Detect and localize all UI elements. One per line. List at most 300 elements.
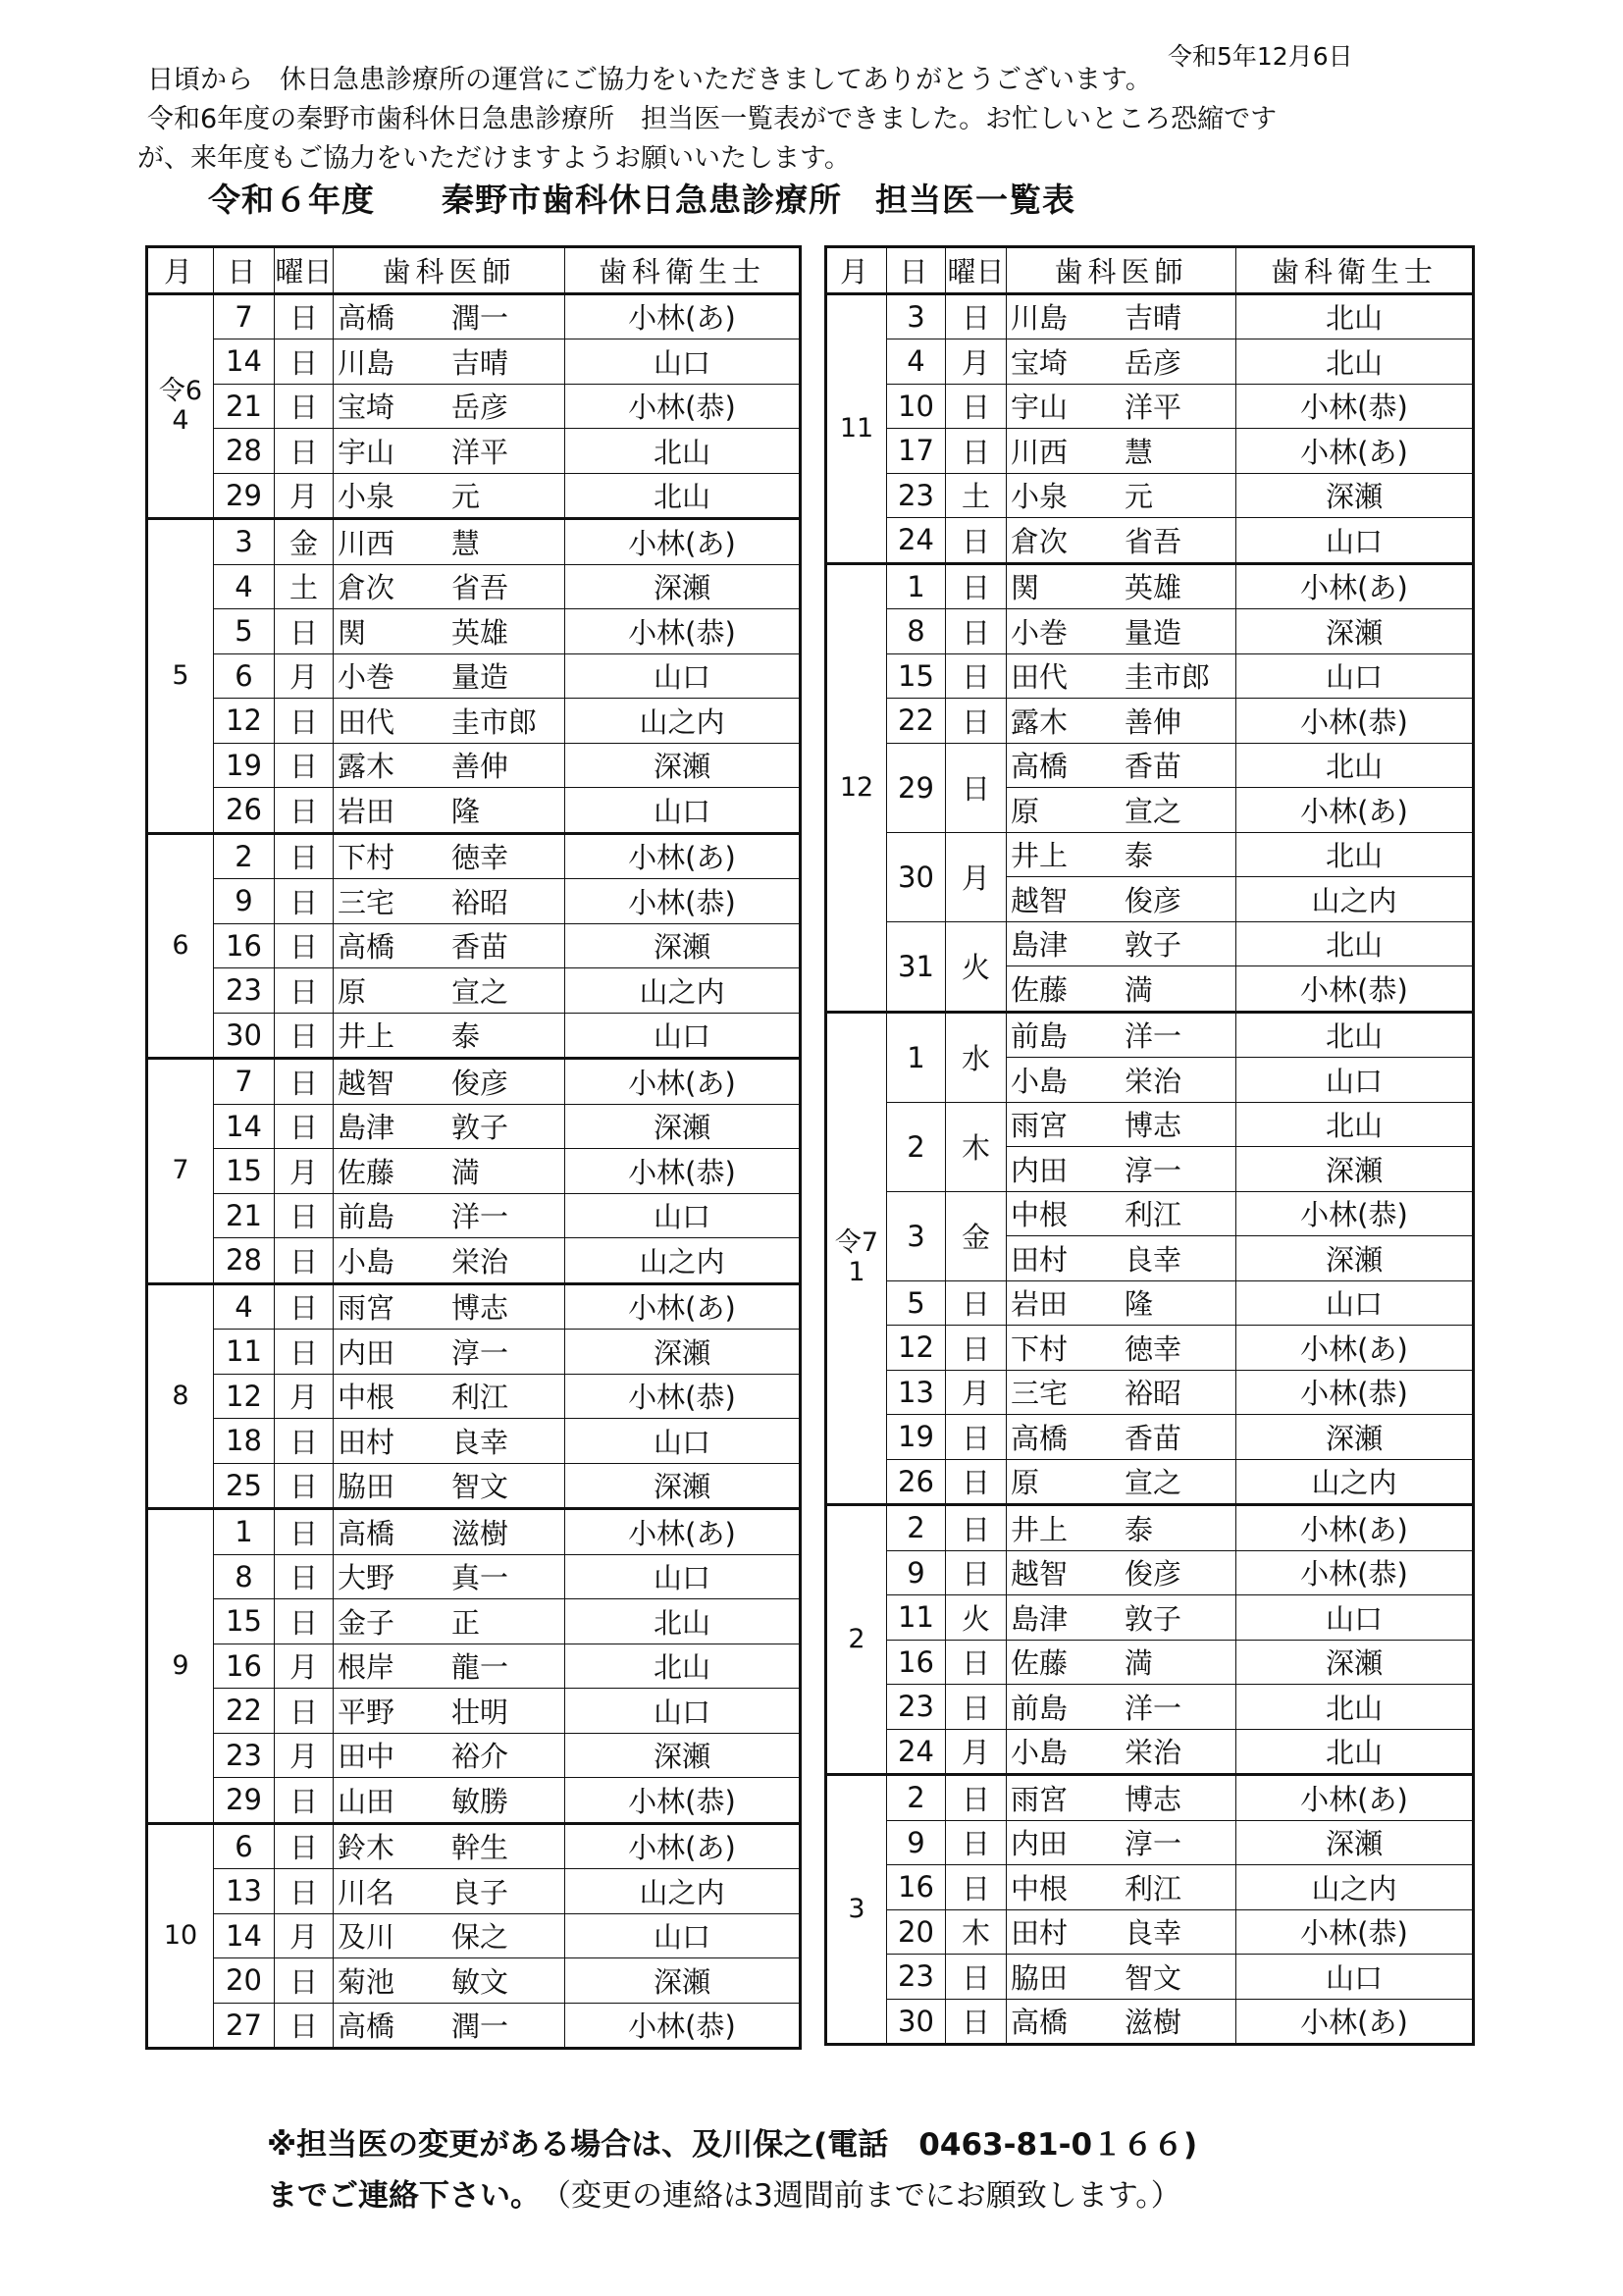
footer-line-2-main: までご連絡下さい。	[267, 2178, 526, 2214]
hygienist-cell: 深瀬	[1236, 609, 1474, 654]
table-row	[147, 699, 801, 744]
month-cell: 8	[147, 1283, 214, 1509]
dentist-cell: 大野 真一	[334, 1554, 565, 1599]
hygienist-cell: 深瀬	[1236, 1820, 1474, 1865]
weekday-cell: 日	[275, 833, 334, 879]
hygienist-cell: 北山	[1236, 1012, 1474, 1058]
hygienist-cell: 深瀬	[1236, 473, 1474, 518]
day-cell: 2	[887, 1102, 946, 1191]
schedule-table-left	[145, 245, 802, 2050]
hygienist-cell: 山口	[565, 1554, 801, 1599]
hygienist-cell: 小林(恭)	[565, 879, 801, 924]
weekday-cell: 日	[946, 1326, 1007, 1371]
dentist-cell: 島津 敦子	[1007, 1595, 1236, 1641]
dentist-cell: 越智 俊彦	[334, 1059, 565, 1105]
dentist-cell: 原 宣之	[1007, 1459, 1236, 1505]
table-row	[147, 1778, 801, 1824]
table-row	[826, 699, 1474, 744]
day-cell: 12	[214, 1374, 275, 1419]
dentist-cell: 内田 淳一	[1007, 1147, 1236, 1192]
dentist-cell: 関 英雄	[334, 609, 565, 654]
table-row	[147, 1374, 801, 1419]
hygienist-cell: 小林(恭)	[565, 1149, 801, 1194]
intro-text	[137, 61, 1278, 179]
dentist-cell: 田代 圭市郎	[334, 699, 565, 744]
dentist-cell: 田村 良幸	[1007, 1236, 1236, 1281]
day-cell: 3	[214, 519, 275, 565]
hygienist-cell: 小林(あ)	[1236, 1999, 1474, 2045]
dentist-cell: 越智 俊彦	[1007, 1550, 1236, 1595]
day-cell: 28	[214, 1238, 275, 1284]
header-hygienist: 歯科衛生士	[565, 247, 801, 294]
table-row	[826, 1775, 1474, 1821]
table-row	[826, 1505, 1474, 1551]
day-cell: 30	[214, 1013, 275, 1059]
table-row	[826, 1459, 1474, 1505]
hygienist-cell: 深瀬	[565, 564, 801, 609]
dentist-cell: 倉次 省吾	[1007, 518, 1236, 564]
table-row	[826, 1640, 1474, 1685]
weekday-cell: 日	[946, 518, 1007, 564]
header-month: 月	[147, 247, 214, 294]
hygienist-cell: 小林(恭)	[565, 2003, 801, 2049]
weekday-cell: 日	[946, 293, 1007, 339]
day-cell: 13	[887, 1370, 946, 1415]
hygienist-cell: 山之内	[565, 1869, 801, 1914]
hygienist-cell: 山口	[565, 1013, 801, 1059]
weekday-cell: 日	[946, 429, 1007, 474]
hygienist-cell: 小林(恭)	[1236, 966, 1474, 1013]
day-cell: 9	[887, 1820, 946, 1865]
month-cell: 令6 4	[147, 293, 214, 519]
day-cell: 21	[214, 1193, 275, 1238]
dentist-cell: 露木 善伸	[334, 743, 565, 788]
hygienist-cell: 深瀬	[565, 1958, 801, 2004]
day-cell: 25	[214, 1463, 275, 1509]
table-row	[826, 1370, 1474, 1415]
weekday-cell: 日	[275, 1193, 334, 1238]
dentist-cell: 田村 良幸	[1007, 1909, 1236, 1955]
hygienist-cell: 北山	[1236, 921, 1474, 966]
table-row	[826, 609, 1474, 654]
table-row	[147, 1419, 801, 1464]
dentist-cell: 小巻 量造	[334, 653, 565, 699]
dentist-cell: 三宅 裕昭	[1007, 1370, 1236, 1415]
hygienist-cell: 深瀬	[565, 1330, 801, 1375]
weekday-cell: 金	[946, 1191, 1007, 1280]
month-cell: 3	[826, 1775, 887, 2045]
day-cell: 16	[214, 1644, 275, 1689]
month-cell: 7	[147, 1059, 214, 1284]
dentist-cell: 田代 圭市郎	[1007, 653, 1236, 699]
hygienist-cell: 北山	[565, 473, 801, 519]
intro-line-1: 日頃から 休日急患診療所の運営にご協力をいただきましてありがとうございます。	[147, 65, 1152, 95]
weekday-cell: 月	[946, 1729, 1007, 1775]
hygienist-cell: 山口	[1236, 653, 1474, 699]
hygienist-cell: 小林(あ)	[565, 293, 801, 339]
day-cell: 9	[214, 879, 275, 924]
weekday-cell: 日	[946, 653, 1007, 699]
footer-line-1: ※担当医の変更がある場合は、及川保之(電話 0463-81-0１６６)	[267, 2127, 1198, 2163]
dentist-cell: 高橋 香苗	[334, 923, 565, 968]
hygienist-cell: 山口	[565, 1689, 801, 1734]
hygienist-cell: 小林(あ)	[565, 1509, 801, 1555]
day-cell: 22	[887, 699, 946, 744]
weekday-cell: 月	[946, 832, 1007, 921]
day-cell: 2	[214, 833, 275, 879]
weekday-cell: 火	[946, 1595, 1007, 1641]
table-row	[147, 1689, 801, 1734]
weekday-cell: 日	[275, 1869, 334, 1914]
table-row	[147, 1599, 801, 1644]
dentist-cell: 金子 正	[334, 1599, 565, 1644]
table-row	[147, 1869, 801, 1914]
header-dentist: 歯科医師	[334, 247, 565, 294]
table-row	[826, 1595, 1474, 1641]
dentist-cell: 佐藤 満	[1007, 966, 1236, 1013]
weekday-cell: 日	[275, 1554, 334, 1599]
table-row	[147, 564, 801, 609]
hygienist-cell: 深瀬	[565, 1104, 801, 1149]
weekday-cell: 水	[946, 1012, 1007, 1102]
table-row	[147, 384, 801, 429]
day-cell: 19	[214, 743, 275, 788]
hygienist-cell: 小林(あ)	[1236, 788, 1474, 833]
dentist-cell: 島津 敦子	[1007, 921, 1236, 966]
hygienist-cell: 小林(あ)	[1236, 563, 1474, 609]
dentist-cell: 原 宣之	[334, 968, 565, 1014]
hygienist-cell: 小林(あ)	[565, 1823, 801, 1869]
day-cell: 15	[887, 653, 946, 699]
day-cell: 22	[214, 1689, 275, 1734]
hygienist-cell: 小林(恭)	[1236, 1370, 1474, 1415]
hygienist-cell: 北山	[1236, 832, 1474, 877]
page-title: 令和６年度 秦野市歯科休日急患診療所 担当医一覧表	[208, 181, 1075, 219]
weekday-cell: 日	[946, 1999, 1007, 2045]
hygienist-cell: 小林(恭)	[1236, 384, 1474, 429]
table-row	[826, 1415, 1474, 1460]
hygienist-cell: 小林(あ)	[565, 833, 801, 879]
weekday-cell: 日	[275, 1330, 334, 1375]
dentist-cell: 田村 良幸	[334, 1419, 565, 1464]
day-cell: 15	[214, 1599, 275, 1644]
hygienist-cell: 山口	[1236, 1595, 1474, 1641]
day-cell: 4	[214, 564, 275, 609]
dentist-cell: 高橋 滋樹	[1007, 1999, 1236, 2045]
table-row	[147, 609, 801, 654]
dentist-cell: 山田 敏勝	[334, 1778, 565, 1824]
schedule-table-right	[824, 245, 1475, 2046]
weekday-cell: 日	[946, 609, 1007, 654]
hygienist-cell: 北山	[1236, 1729, 1474, 1775]
table-row	[147, 833, 801, 879]
hygienist-cell: 小林(あ)	[565, 1059, 801, 1105]
table-row	[147, 1238, 801, 1284]
weekday-cell: 日	[275, 609, 334, 654]
table-row	[826, 653, 1474, 699]
day-cell: 12	[887, 1326, 946, 1371]
weekday-cell: 日	[275, 923, 334, 968]
issue-date: 令和5年12月6日	[1168, 42, 1353, 71]
dentist-cell: 高橋 潤一	[334, 2003, 565, 2049]
day-cell: 10	[887, 384, 946, 429]
day-cell: 4	[887, 339, 946, 385]
day-cell: 1	[214, 1509, 275, 1555]
day-cell: 27	[214, 2003, 275, 2049]
day-cell: 15	[214, 1149, 275, 1194]
day-cell: 14	[214, 1913, 275, 1958]
weekday-cell: 月	[275, 1644, 334, 1689]
table-row	[147, 1104, 801, 1149]
hygienist-cell: 小林(恭)	[1236, 699, 1474, 744]
dentist-cell: 井上 泰	[1007, 1505, 1236, 1551]
weekday-cell: 月	[946, 339, 1007, 385]
day-cell: 4	[214, 1283, 275, 1330]
hygienist-cell: 深瀬	[565, 1463, 801, 1509]
day-cell: 20	[214, 1958, 275, 2004]
day-cell: 1	[887, 563, 946, 609]
table-row	[826, 1865, 1474, 1910]
dentist-cell: 岩田 隆	[1007, 1280, 1236, 1326]
table-row	[826, 1191, 1474, 1236]
table-row	[147, 1013, 801, 1059]
dentist-cell: 宇山 洋平	[334, 429, 565, 474]
weekday-cell: 日	[275, 1778, 334, 1824]
day-cell: 18	[214, 1419, 275, 1464]
dentist-cell: 平野 壮明	[334, 1689, 565, 1734]
table-row	[826, 1326, 1474, 1371]
table-row	[147, 743, 801, 788]
day-cell: 12	[214, 699, 275, 744]
weekday-cell: 日	[946, 1459, 1007, 1505]
table-row	[147, 429, 801, 474]
day-cell: 16	[214, 923, 275, 968]
table-row	[147, 1958, 801, 2004]
footer-line-2-note: （変更の連絡は3週間前までにお願致します。）	[525, 2178, 1181, 2214]
dentist-cell: 小島 栄治	[334, 1238, 565, 1284]
hygienist-cell: 山口	[565, 339, 801, 385]
hygienist-cell: 小林(恭)	[565, 609, 801, 654]
weekday-cell: 日	[275, 339, 334, 385]
dentist-cell: 雨宮 博志	[334, 1283, 565, 1330]
hygienist-cell: 山之内	[565, 968, 801, 1014]
hygienist-cell: 深瀬	[1236, 1147, 1474, 1192]
hygienist-cell: 小林(恭)	[1236, 1191, 1474, 1236]
day-cell: 6	[214, 1823, 275, 1869]
day-cell: 24	[887, 1729, 946, 1775]
table-row	[826, 518, 1474, 564]
table-row	[826, 339, 1474, 385]
weekday-cell: 日	[275, 1509, 334, 1555]
dentist-cell: 川西 慧	[1007, 429, 1236, 474]
dentist-cell: 佐藤 満	[1007, 1640, 1236, 1685]
dentist-cell: 下村 徳幸	[334, 833, 565, 879]
hygienist-cell: 山口	[565, 788, 801, 834]
dentist-cell: 井上 泰	[334, 1013, 565, 1059]
dentist-cell: 高橋 潤一	[334, 293, 565, 339]
table-row	[147, 1463, 801, 1509]
month-cell: 10	[147, 1823, 214, 2049]
dentist-cell: 小泉 元	[1007, 473, 1236, 518]
day-cell: 14	[214, 1104, 275, 1149]
day-cell: 2	[887, 1505, 946, 1551]
dentist-cell: 小泉 元	[334, 473, 565, 519]
table-row	[826, 293, 1474, 339]
header-month: 月	[826, 247, 887, 294]
table-row	[147, 1059, 801, 1105]
dentist-cell: 川島 吉晴	[1007, 293, 1236, 339]
weekday-cell: 月	[275, 653, 334, 699]
dentist-cell: 脇田 智文	[334, 1463, 565, 1509]
day-cell: 13	[214, 1869, 275, 1914]
hygienist-cell: 小林(あ)	[1236, 1326, 1474, 1371]
dentist-cell: 関 英雄	[1007, 563, 1236, 609]
day-cell: 20	[887, 1909, 946, 1955]
table-row	[147, 1509, 801, 1555]
hygienist-cell: 北山	[565, 1599, 801, 1644]
weekday-cell: 日	[946, 1685, 1007, 1730]
dentist-cell: 中根 利江	[1007, 1865, 1236, 1910]
weekday-cell: 日	[946, 699, 1007, 744]
day-cell: 5	[887, 1280, 946, 1326]
table-row	[147, 1283, 801, 1330]
weekday-cell: 日	[275, 743, 334, 788]
table-row	[826, 1729, 1474, 1775]
weekday-cell: 日	[275, 1059, 334, 1105]
table-row	[147, 1149, 801, 1194]
dentist-cell: 高橋 香苗	[1007, 1415, 1236, 1460]
hygienist-cell: 山口	[565, 653, 801, 699]
weekday-cell: 日	[946, 1505, 1007, 1551]
weekday-cell: 月	[275, 473, 334, 519]
dentist-cell: 高橋 香苗	[1007, 743, 1236, 788]
weekday-cell: 日	[275, 879, 334, 924]
dentist-cell: 脇田 智文	[1007, 1955, 1236, 2000]
day-cell: 1	[887, 1012, 946, 1102]
hygienist-cell: 北山	[1236, 1685, 1474, 1730]
weekday-cell: 土	[946, 473, 1007, 518]
weekday-cell: 木	[946, 1102, 1007, 1191]
weekday-cell: 日	[275, 699, 334, 744]
table-row	[147, 1823, 801, 1869]
weekday-cell: 月	[275, 1913, 334, 1958]
day-cell: 17	[887, 429, 946, 474]
hygienist-cell: 深瀬	[565, 743, 801, 788]
table-row	[147, 1644, 801, 1689]
day-cell: 23	[214, 1733, 275, 1778]
hygienist-cell: 山口	[565, 1419, 801, 1464]
hygienist-cell: 山口	[1236, 1955, 1474, 2000]
table-row	[826, 1280, 1474, 1326]
table-row	[826, 473, 1474, 518]
weekday-cell: 日	[946, 1280, 1007, 1326]
table-row	[147, 293, 801, 339]
dentist-cell: 倉次 省吾	[334, 564, 565, 609]
dentist-cell: 川島 吉晴	[334, 339, 565, 385]
dentist-cell: 前島 洋一	[1007, 1012, 1236, 1058]
weekday-cell: 日	[946, 743, 1007, 832]
dentist-cell: 露木 善伸	[1007, 699, 1236, 744]
weekday-cell: 日	[275, 1238, 334, 1284]
table-row	[147, 788, 801, 834]
weekday-cell: 日	[275, 1419, 334, 1464]
day-cell: 8	[214, 1554, 275, 1599]
dentist-cell: 雨宮 博志	[1007, 1102, 1236, 1147]
hygienist-cell: 山口	[565, 1193, 801, 1238]
footer-note	[267, 2119, 1197, 2221]
day-cell: 23	[887, 1685, 946, 1730]
hygienist-cell: 山口	[565, 1913, 801, 1958]
day-cell: 21	[214, 384, 275, 429]
day-cell: 5	[214, 609, 275, 654]
table-row	[147, 1733, 801, 1778]
hygienist-cell: 小林(あ)	[565, 1283, 801, 1330]
day-cell: 7	[214, 293, 275, 339]
table-row	[826, 921, 1474, 966]
table-row	[826, 1102, 1474, 1147]
weekday-cell: 日	[275, 968, 334, 1014]
hygienist-cell: 北山	[1236, 1102, 1474, 1147]
table-row	[147, 653, 801, 699]
dentist-cell: 越智 俊彦	[1007, 877, 1236, 922]
weekday-cell: 日	[275, 384, 334, 429]
day-cell: 9	[887, 1550, 946, 1595]
hygienist-cell: 深瀬	[1236, 1640, 1474, 1685]
table-row	[147, 923, 801, 968]
table-row	[826, 384, 1474, 429]
weekday-cell: 月	[275, 1733, 334, 1778]
dentist-cell: 前島 洋一	[334, 1193, 565, 1238]
header-hygienist: 歯科衛生士	[1236, 247, 1474, 294]
table-row	[147, 1330, 801, 1375]
table-row	[147, 339, 801, 385]
hygienist-cell: 山口	[1236, 1058, 1474, 1103]
day-cell: 3	[887, 293, 946, 339]
day-cell: 8	[887, 609, 946, 654]
dentist-cell: 中根 利江	[334, 1374, 565, 1419]
table-row	[826, 1820, 1474, 1865]
day-cell: 11	[887, 1595, 946, 1641]
table-row	[826, 1012, 1474, 1058]
header-dentist: 歯科医師	[1007, 247, 1236, 294]
day-cell: 31	[887, 921, 946, 1012]
table-row	[826, 1909, 1474, 1955]
dentist-cell: 宝埼 岳彦	[1007, 339, 1236, 385]
weekday-cell: 日	[275, 1104, 334, 1149]
dentist-cell: 井上 泰	[1007, 832, 1236, 877]
weekday-cell: 日	[275, 1599, 334, 1644]
day-cell: 29	[214, 473, 275, 519]
header-row	[826, 247, 1474, 294]
footer-line-2	[267, 2170, 1197, 2221]
table-row	[147, 968, 801, 1014]
dentist-cell: 佐藤 満	[334, 1149, 565, 1194]
dentist-cell: 内田 淳一	[334, 1330, 565, 1375]
table-row	[147, 519, 801, 565]
day-cell: 19	[887, 1415, 946, 1460]
dentist-cell: 川名 良子	[334, 1869, 565, 1914]
day-cell: 16	[887, 1640, 946, 1685]
month-cell: 11	[826, 293, 887, 563]
weekday-cell: 日	[275, 1283, 334, 1330]
day-cell: 3	[887, 1191, 946, 1280]
weekday-cell: 日	[275, 1463, 334, 1509]
weekday-cell: 日	[275, 1013, 334, 1059]
header-weekday: 曜日	[946, 247, 1007, 294]
weekday-cell: 日	[946, 563, 1007, 609]
hygienist-cell: 小林(恭)	[1236, 1550, 1474, 1595]
dentist-cell: 小島 栄治	[1007, 1058, 1236, 1103]
